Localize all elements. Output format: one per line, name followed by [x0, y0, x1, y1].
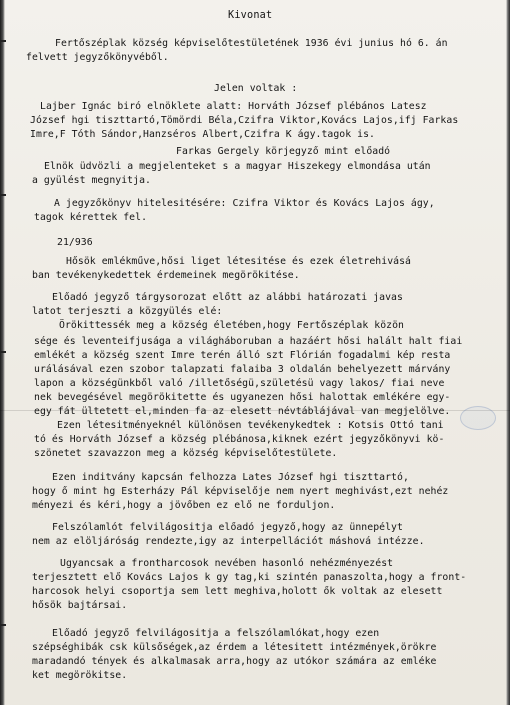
edge-mark [0, 40, 6, 42]
resolution-number: 21/936 [57, 237, 93, 248]
faint-stamp-mark [460, 406, 496, 430]
document-text-line: sége és leventeifjusága a világháboruban a hazáért hősi halált halt fiai [34, 336, 463, 347]
document-text-line: ket megörökitse. [32, 670, 128, 681]
document-text-line: urálásával ezen szobor talapzati falaiba 3 oldalán behelyezett márvány [34, 364, 451, 375]
document-heading: Kivonat [228, 10, 273, 21]
document-text-line: ményezi és kéri,hogy a jövőben ez elő ne forduljon. [32, 500, 336, 511]
document-text-line: Örökittessék meg a község életében,hogy Fertőszéplak közön [59, 320, 404, 331]
document-text-line: Ezen létesitményeknél különösen tevékenykedtek : Kotsis Ottó tani [57, 420, 444, 431]
document-text-line: József hgi tiszttartó,Tömördi Béla,Czifra Viktor,Kovács Lajos,ifj Farkas [30, 115, 459, 126]
document-text-line: latot terjeszti a közgyülés elé: [32, 306, 223, 317]
document-text-line: Előadó jegyző tárgysorozat előtt az alábbi határozati javas [52, 292, 403, 303]
document-text-line: tó és Horváth József a község plébánosa,kiknek ezért jegyzőkönyvi kö- [34, 434, 445, 445]
document-text-line: ban tevékenykedettek érdemeinek megörökitése. [32, 270, 300, 281]
scan-right-border [506, 0, 510, 705]
document-text-line: Ezen inditvány kapcsán felhozza Lates József hgi tiszttartó, [52, 472, 409, 483]
document-text-line: Felszólamlót felvilágositja előadó jegyző,hogy az ünnepélyt [52, 522, 403, 533]
document-text-line: a gyülést megnyitja. [32, 175, 151, 186]
document-text-line: hogy ő mint hg Esterházy Pál képviselője nem nyert meghivást,ezt nehéz [32, 486, 449, 497]
edge-mark [0, 194, 6, 196]
document-text-line: Fertőszéplak község képviselőtestületének 1936 évi junius hó 6. án [55, 38, 448, 49]
edge-mark [0, 624, 6, 626]
document-text-line: szönetet szavazzon meg a község képviselőtestülete. [34, 448, 338, 459]
document-text-line: Lajber Ignác biró elnöklete alatt: Horváth József plébános Latesz [40, 101, 427, 112]
document-text-line: Farkas Gergely körjegyző mint előadó [176, 146, 391, 157]
document-text-line: lapon a községünkből való /illetőségü,születésü vagy lakos/ fiai neve [34, 378, 445, 389]
document-text-line: Ugyancsak a frontharcosok nevében hasonló nehézményezést [60, 558, 394, 569]
document-text-line: Elnök üdvözli a megjelenteket s a magyar Hiszekegy elmondása után [44, 161, 431, 172]
document-text-line: tagok kérettek fel. [34, 212, 148, 223]
document-text-line: terjesztett elő Kovács Lajos k gy tag,ki szintén panaszolta,hogy a front- [32, 572, 467, 583]
document-text-line: Előadó jegyző felvilágositja a felszólamlókat,hogy ezen [52, 628, 380, 639]
document-text-line: nek bevegésével megörökitette és ugyanezen hősi halottak emlékére egy- [34, 392, 451, 403]
edge-mark [0, 351, 6, 353]
document-text-line: felvett jegyzőkönyvéből. [26, 52, 169, 63]
document-text-line: egy fát ültetett el,minden fa az elesett névtáblájával van megjelölve. [34, 406, 451, 417]
document-text-line: hősök bajtársai. [32, 600, 128, 611]
document-text-line: Imre,F Tóth Sándor,Hanzséros Albert,Czifra K ágy.tagok is. [30, 129, 375, 140]
document-text-line: A jegyzőkönyv hitelesitésére: Czifra Viktor és Kovács Lajos ágy, [54, 198, 435, 209]
document-text-line: nem az elöljáróság rendezte,igy az interpellációt máshová intézze. [32, 536, 425, 547]
document-text-line: Jelen voltak : [214, 83, 298, 94]
document-text-line: szépséghibák csk külsőségek,az érdem a létesitett intézmények,örökre [32, 642, 437, 653]
document-text-line: maradandó tények és alkalmasak arra,hogy az utókor számára az emléke [32, 656, 437, 667]
document-text-line: harcosok helyi csoportja sem lett meghiva,holott ők voltak az elesett [32, 586, 443, 597]
document-text-line: emlékét a község szent Imre terén álló szt Flórián fogadalmi kép resta [34, 350, 451, 361]
document-text-line: Hősök emlékműve,hősi liget létesitése és ezek életrehivásá [66, 256, 411, 267]
